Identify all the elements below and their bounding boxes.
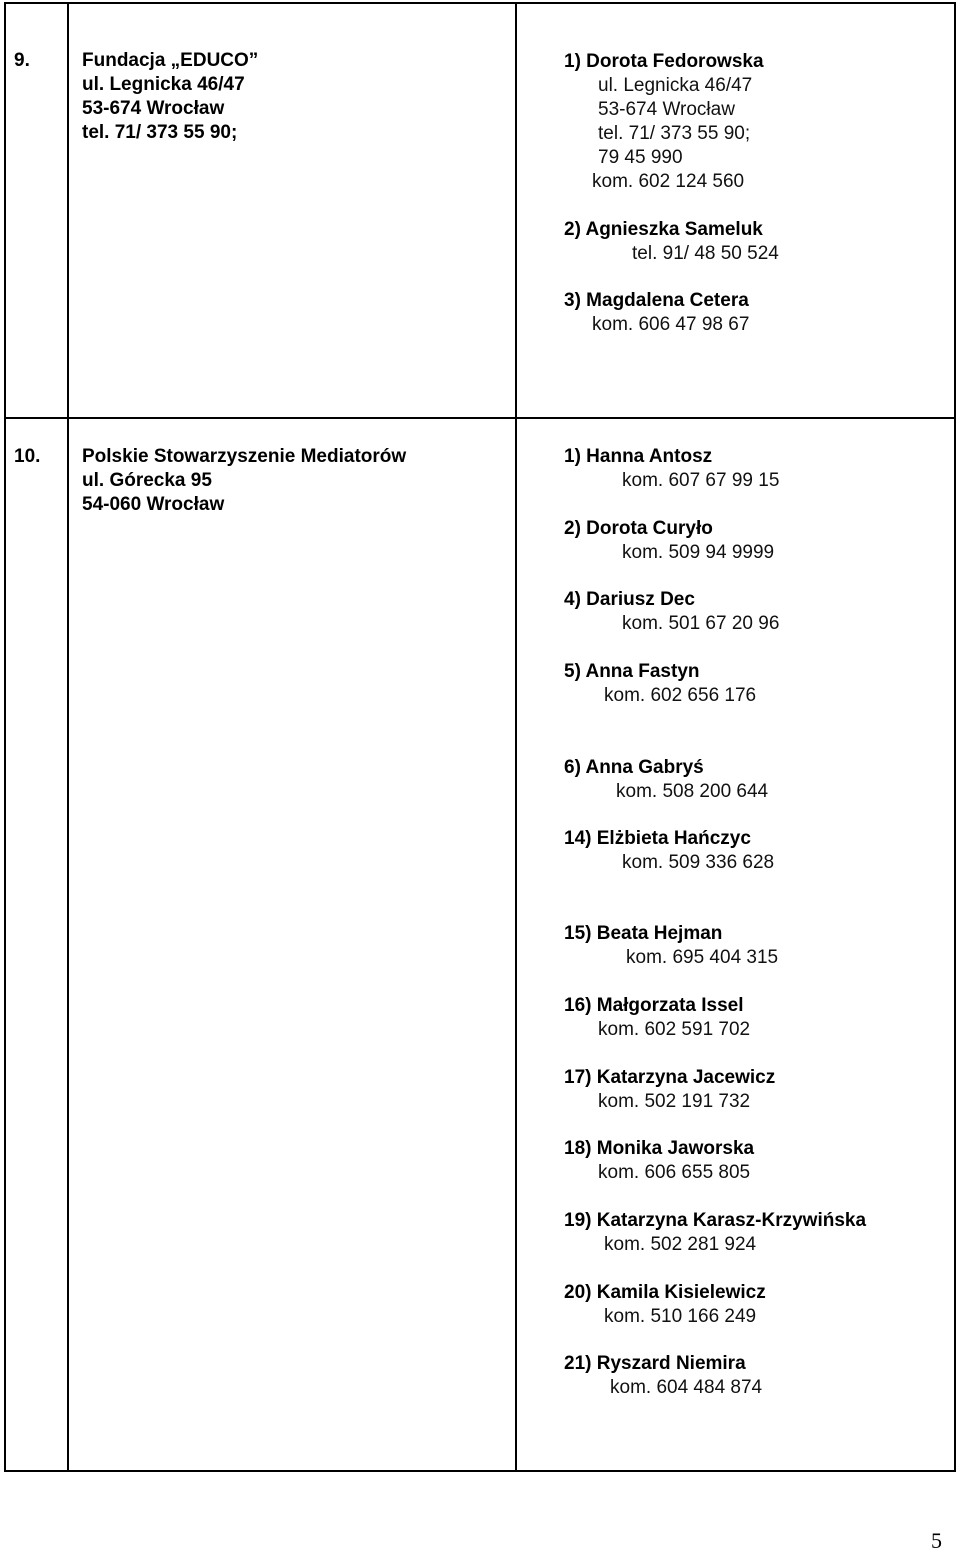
organization-phone: tel. 71/ 373 55 90; (82, 122, 238, 143)
contact-name: 4) Dariusz Dec (564, 589, 695, 610)
contact-line: kom. 602 124 560 (592, 171, 745, 192)
contact-line: kom. 510 166 249 (604, 1306, 757, 1327)
contact-line: kom. 695 404 315 (626, 947, 779, 968)
contact-name: 2) Agnieszka Sameluk (564, 219, 763, 240)
organization-address: ul. Legnicka 46/47 (82, 74, 245, 95)
contact-name: 21) Ryszard Niemira (564, 1353, 746, 1374)
row-divider (4, 417, 956, 419)
contact-line: tel. 71/ 373 55 90; (598, 123, 751, 144)
contact-name: 1) Dorota Fedorowska (564, 51, 764, 72)
contact-line: kom. 606 47 98 67 (592, 314, 750, 335)
contact-line: kom. 502 281 924 (604, 1234, 757, 1255)
contact-line: 53-674 Wrocław (598, 99, 735, 120)
contact-line: kom. 602 591 702 (598, 1019, 751, 1040)
page-number: 5 (931, 1528, 942, 1553)
contact-line: kom. 508 200 644 (616, 781, 769, 802)
table-border-right (954, 2, 956, 1472)
contact-name: 14) Elżbieta Hańczyc (564, 828, 751, 849)
contact-name: 6) Anna Gabryś (564, 757, 704, 778)
contact-name: 5) Anna Fastyn (564, 661, 700, 682)
table-border-top (4, 2, 956, 4)
organization-name: Fundacja „EDUCO” (82, 50, 259, 71)
contact-line: kom. 602 656 176 (604, 685, 757, 706)
contact-line: kom. 509 336 628 (622, 852, 775, 873)
contact-line: tel. 91/ 48 50 524 (632, 243, 779, 264)
contact-line: kom. 501 67 20 96 (622, 613, 780, 634)
organization-address: ul. Górecka 95 (82, 470, 212, 491)
organization-city: 54-060 Wrocław (82, 494, 225, 515)
contact-line: kom. 509 94 9999 (622, 542, 775, 563)
column-divider-2 (515, 2, 517, 1472)
table-border-bottom (4, 1470, 956, 1472)
contact-name: 2) Dorota Curyło (564, 518, 713, 539)
contact-name: 19) Katarzyna Karasz-Krzywińska (564, 1210, 867, 1231)
contact-name: 15) Beata Hejman (564, 923, 723, 944)
contact-line: kom. 606 655 805 (598, 1162, 751, 1183)
column-divider-1 (67, 2, 69, 1472)
row-number: 9. (14, 50, 30, 71)
contact-name: 17) Katarzyna Jacewicz (564, 1067, 776, 1088)
contact-name: 18) Monika Jaworska (564, 1138, 755, 1159)
row-number: 10. (14, 446, 41, 467)
organization-name: Polskie Stowarzyszenie Mediatorów (82, 446, 407, 467)
contact-line: 79 45 990 (598, 147, 683, 168)
table-border-left (4, 2, 6, 1472)
organization-city: 53-674 Wrocław (82, 98, 225, 119)
contact-name: 1) Hanna Antosz (564, 446, 713, 467)
contact-name: 3) Magdalena Cetera (564, 290, 749, 311)
contact-name: 16) Małgorzata Issel (564, 995, 744, 1016)
contact-line: kom. 604 484 874 (610, 1377, 763, 1398)
contact-line: ul. Legnicka 46/47 (598, 75, 753, 96)
contact-name: 20) Kamila Kisielewicz (564, 1282, 766, 1303)
contact-line: kom. 502 191 732 (598, 1091, 751, 1112)
contact-line: kom. 607 67 99 15 (622, 470, 780, 491)
